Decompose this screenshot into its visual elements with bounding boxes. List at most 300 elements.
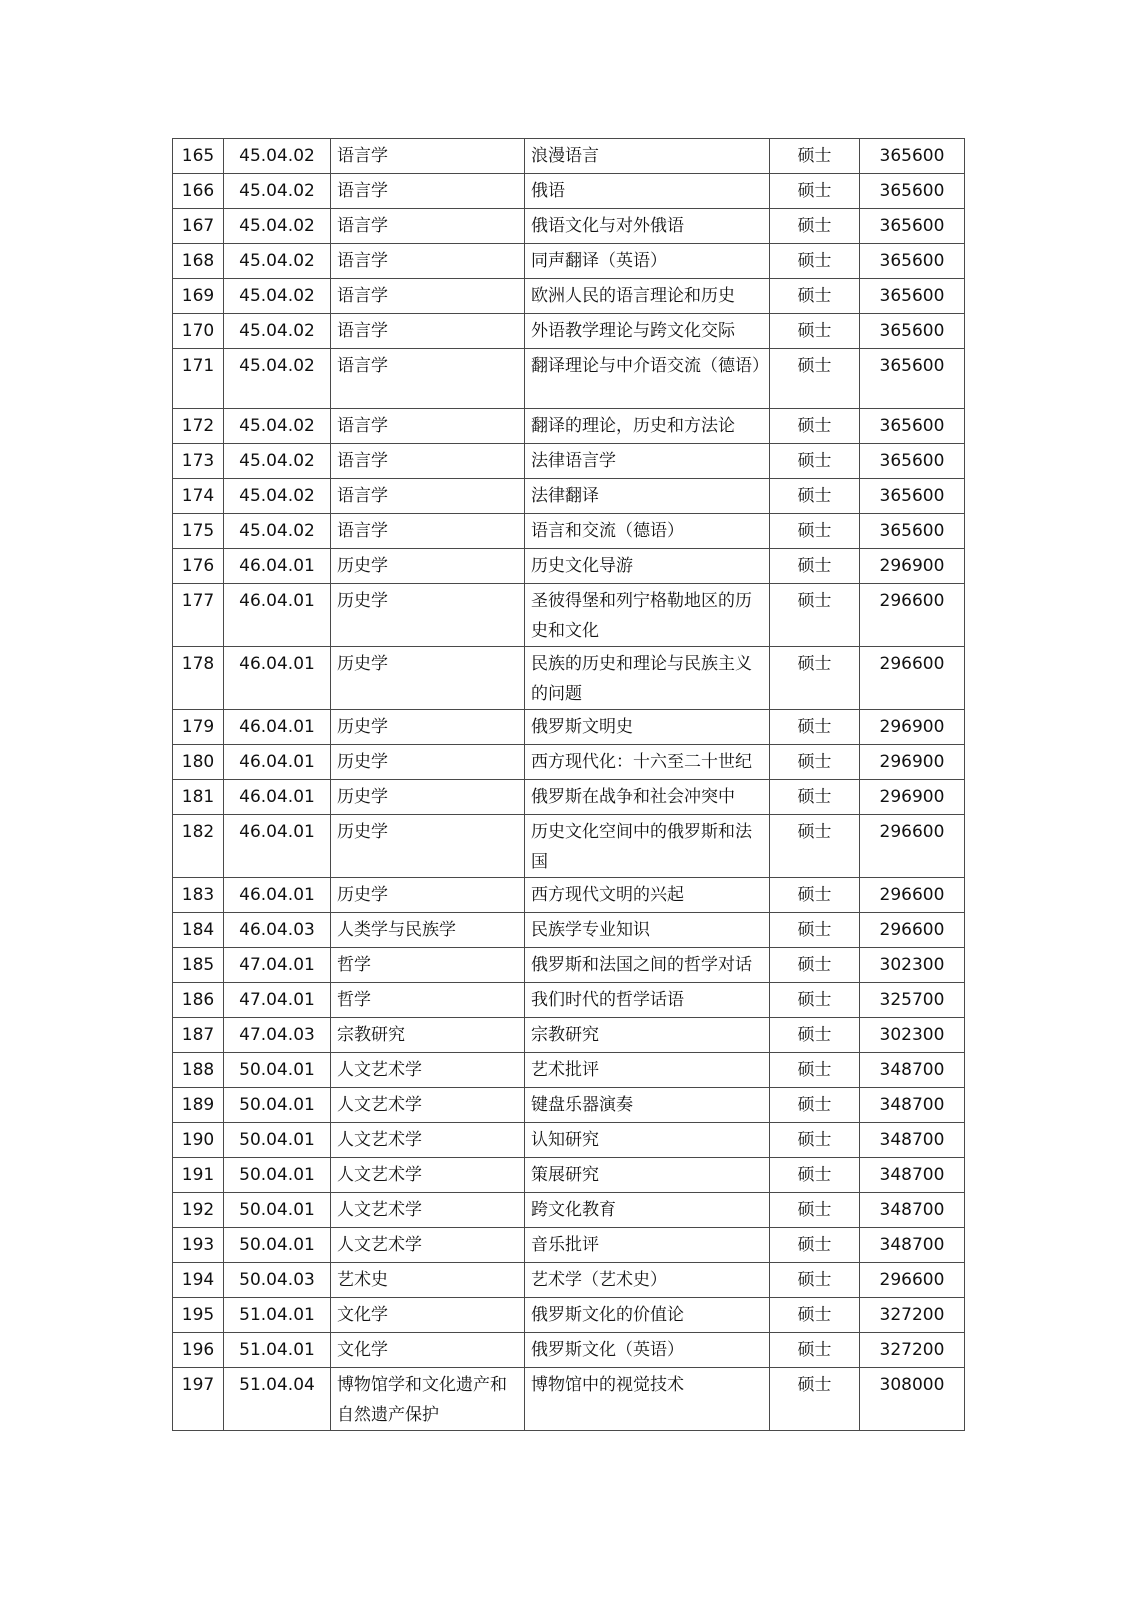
- program-code-cell-text: 46.04.01: [239, 556, 315, 576]
- field-name-cell-text: 人类学与民族学: [337, 920, 456, 940]
- row-number-cell-text: 174: [181, 486, 215, 506]
- program-name-cell-text: 外语教学理论与跨文化交际: [531, 321, 735, 341]
- row-number-cell: [173, 409, 224, 444]
- field-name-cell: [331, 479, 525, 514]
- program-name-cell: [525, 913, 770, 948]
- row-number-cell: [173, 913, 224, 948]
- program-name-cell: [525, 948, 770, 983]
- row-number-cell-text: 170: [181, 321, 215, 341]
- field-name-cell: [331, 1158, 525, 1193]
- program-name-cell: [525, 209, 770, 244]
- row-number-cell-text: 176: [181, 556, 215, 576]
- degree-cell: [770, 584, 860, 647]
- degree-cell: [770, 279, 860, 314]
- program-code-cell: [224, 349, 331, 409]
- degree-cell-text: 硕士: [797, 1060, 832, 1080]
- program-name-cell: [525, 878, 770, 913]
- tuition-fee-cell-text: 296600: [879, 1270, 945, 1290]
- field-name-cell: [331, 1123, 525, 1158]
- degree-cell: [770, 209, 860, 244]
- degree-cell: [770, 1053, 860, 1088]
- program-name-cell: [525, 1123, 770, 1158]
- program-name-cell-text: 博物馆中的视觉技术: [531, 1375, 684, 1395]
- program-code-cell-text: 50.04.01: [239, 1200, 315, 1220]
- tuition-fee-cell-text: 296900: [879, 717, 945, 737]
- field-name-cell-text: 语言学: [337, 416, 388, 436]
- field-name-cell-text: 语言学: [337, 321, 388, 341]
- program-name-cell: [525, 1263, 770, 1298]
- program-name-cell: [525, 1018, 770, 1053]
- program-name-cell-text: 圣彼得堡和列宁格勒地区的历史和文化: [531, 591, 752, 641]
- row-number-cell-text: 181: [181, 787, 215, 807]
- tuition-fee-cell-text: 365600: [879, 286, 945, 306]
- row-number-cell-text: 193: [181, 1235, 215, 1255]
- table-row: [173, 314, 965, 349]
- field-name-cell: [331, 1018, 525, 1053]
- tuition-fee-cell-text: 302300: [879, 1025, 945, 1045]
- degree-cell: [770, 1263, 860, 1298]
- table-row: [173, 1263, 965, 1298]
- degree-cell: [770, 174, 860, 209]
- program-code-cell-text: 45.04.02: [239, 451, 315, 471]
- program-code-cell: [224, 1368, 331, 1431]
- degree-cell: [770, 1158, 860, 1193]
- row-number-cell: [173, 1228, 224, 1263]
- program-name-cell: [525, 647, 770, 710]
- program-code-cell: [224, 647, 331, 710]
- degree-cell: [770, 479, 860, 514]
- row-number-cell: [173, 1368, 224, 1431]
- degree-cell-text: 硕士: [797, 1270, 832, 1290]
- program-code-cell: [224, 279, 331, 314]
- program-name-cell: [525, 314, 770, 349]
- row-number-cell-text: 187: [181, 1025, 215, 1045]
- degree-cell: [770, 409, 860, 444]
- tuition-fee-cell-text: 296900: [879, 752, 945, 772]
- field-name-cell: [331, 878, 525, 913]
- program-code-cell-text: 51.04.01: [239, 1305, 315, 1325]
- degree-cell-text: 硕士: [797, 181, 832, 201]
- field-name-cell-text: 历史学: [337, 717, 388, 737]
- degree-cell: [770, 1088, 860, 1123]
- row-number-cell: [173, 209, 224, 244]
- tuition-fee-cell-text: 365600: [879, 486, 945, 506]
- program-code-cell: [224, 174, 331, 209]
- program-name-cell-text: 音乐批评: [531, 1235, 599, 1255]
- program-code-cell: [224, 913, 331, 948]
- degree-cell: [770, 314, 860, 349]
- degree-cell: [770, 1368, 860, 1431]
- program-code-cell-text: 46.04.01: [239, 787, 315, 807]
- degree-cell-text: 硕士: [797, 486, 832, 506]
- row-number-cell-text: 169: [181, 286, 215, 306]
- row-number-cell-text: 177: [181, 591, 215, 611]
- degree-cell: [770, 983, 860, 1018]
- program-code-cell: [224, 1263, 331, 1298]
- tuition-fee-cell: [860, 647, 965, 710]
- field-name-cell: [331, 1193, 525, 1228]
- tuition-fee-cell-text: 296600: [879, 885, 945, 905]
- degree-cell: [770, 780, 860, 815]
- field-name-cell-text: 语言学: [337, 251, 388, 271]
- row-number-cell: [173, 1298, 224, 1333]
- tuition-fee-cell: [860, 745, 965, 780]
- row-number-cell-text: 184: [181, 920, 215, 940]
- table-row: [173, 1298, 965, 1333]
- field-name-cell: [331, 174, 525, 209]
- program-name-cell: [525, 1333, 770, 1368]
- tuition-fee-cell: [860, 549, 965, 584]
- field-name-cell-text: 艺术史: [337, 1270, 388, 1290]
- field-name-cell: [331, 1053, 525, 1088]
- tuition-fee-cell: [860, 174, 965, 209]
- program-name-cell: [525, 710, 770, 745]
- row-number-cell-text: 196: [181, 1340, 215, 1360]
- row-number-cell-text: 189: [181, 1095, 215, 1115]
- tuition-fee-cell: [860, 514, 965, 549]
- field-name-cell: [331, 1368, 525, 1431]
- tuition-fee-cell: [860, 1018, 965, 1053]
- degree-cell: [770, 1228, 860, 1263]
- field-name-cell: [331, 1263, 525, 1298]
- tuition-fee-cell: [860, 913, 965, 948]
- tuition-fee-cell: [860, 1228, 965, 1263]
- program-code-cell: [224, 878, 331, 913]
- program-code-cell-text: 50.04.01: [239, 1130, 315, 1150]
- tuition-fee-cell-text: 327200: [879, 1305, 945, 1325]
- program-name-cell: [525, 1088, 770, 1123]
- row-number-cell-text: 175: [181, 521, 215, 541]
- program-name-cell-text: 俄语: [531, 181, 565, 201]
- table-row: [173, 913, 965, 948]
- program-code-cell: [224, 314, 331, 349]
- field-name-cell-text: 语言学: [337, 286, 388, 306]
- row-number-cell-text: 172: [181, 416, 215, 436]
- program-code-cell-text: 50.04.01: [239, 1095, 315, 1115]
- table-row: [173, 1333, 965, 1368]
- tuition-fee-cell-text: 327200: [879, 1340, 945, 1360]
- tuition-fee-cell: [860, 1263, 965, 1298]
- row-number-cell: [173, 745, 224, 780]
- program-code-cell-text: 45.04.02: [239, 321, 315, 341]
- row-number-cell-text: 195: [181, 1305, 215, 1325]
- tuition-fee-cell: [860, 279, 965, 314]
- table-row: [173, 279, 965, 314]
- field-name-cell: [331, 444, 525, 479]
- degree-cell-text: 硕士: [797, 717, 832, 737]
- degree-cell-text: 硕士: [797, 1340, 832, 1360]
- program-name-cell-text: 浪漫语言: [531, 146, 599, 166]
- degree-cell-text: 硕士: [797, 146, 832, 166]
- tuition-fee-cell: [860, 1053, 965, 1088]
- field-name-cell-text: 博物馆学和文化遗产和自然遗产保护: [337, 1375, 507, 1425]
- tuition-fee-cell: [860, 314, 965, 349]
- degree-cell: [770, 913, 860, 948]
- program-code-cell: [224, 710, 331, 745]
- tuition-fee-cell-text: 365600: [879, 216, 945, 236]
- program-name-cell-text: 民族学专业知识: [531, 920, 650, 940]
- tuition-fee-cell: [860, 479, 965, 514]
- row-number-cell-text: 194: [181, 1270, 215, 1290]
- program-code-cell: [224, 1193, 331, 1228]
- program-name-cell: [525, 514, 770, 549]
- tuition-fee-cell-text: 365600: [879, 321, 945, 341]
- program-name-cell: [525, 139, 770, 174]
- program-code-cell: [224, 1158, 331, 1193]
- program-name-cell: [525, 444, 770, 479]
- field-name-cell: [331, 139, 525, 174]
- program-code-cell-text: 45.04.02: [239, 146, 315, 166]
- row-number-cell-text: 178: [181, 654, 215, 674]
- program-name-cell-text: 俄罗斯文化的价值论: [531, 1305, 684, 1325]
- tuition-fee-cell: [860, 1158, 965, 1193]
- degree-cell-text: 硕士: [797, 251, 832, 271]
- program-name-cell-text: 俄罗斯文明史: [531, 717, 633, 737]
- row-number-cell: [173, 878, 224, 913]
- degree-cell: [770, 948, 860, 983]
- program-code-cell-text: 50.04.01: [239, 1235, 315, 1255]
- table-row: [173, 780, 965, 815]
- table-row: [173, 209, 965, 244]
- table-row: [173, 948, 965, 983]
- tuition-fee-cell: [860, 209, 965, 244]
- field-name-cell-text: 人文艺术学: [337, 1165, 422, 1185]
- row-number-cell: [173, 1123, 224, 1158]
- row-number-cell-text: 165: [181, 146, 215, 166]
- program-name-cell-text: 同声翻译（英语）: [531, 251, 667, 271]
- field-name-cell-text: 历史学: [337, 654, 388, 674]
- program-code-cell-text: 45.04.02: [239, 286, 315, 306]
- row-number-cell: [173, 1158, 224, 1193]
- program-code-cell: [224, 584, 331, 647]
- field-name-cell: [331, 1088, 525, 1123]
- field-name-cell-text: 语言学: [337, 216, 388, 236]
- program-code-cell-text: 46.04.01: [239, 752, 315, 772]
- table-row: [173, 1018, 965, 1053]
- row-number-cell: [173, 1333, 224, 1368]
- program-code-cell: [224, 983, 331, 1018]
- table-row: [173, 878, 965, 913]
- row-number-cell-text: 186: [181, 990, 215, 1010]
- program-code-cell: [224, 479, 331, 514]
- program-name-cell-text: 翻译的理论，历史和方法论: [531, 416, 735, 436]
- tuition-fee-cell: [860, 244, 965, 279]
- program-code-cell: [224, 514, 331, 549]
- degree-cell-text: 硕士: [797, 955, 832, 975]
- tuition-fee-cell-text: 348700: [879, 1095, 945, 1115]
- field-name-cell-text: 语言学: [337, 486, 388, 506]
- field-name-cell-text: 语言学: [337, 451, 388, 471]
- table-row: [173, 1053, 965, 1088]
- field-name-cell: [331, 549, 525, 584]
- field-name-cell: [331, 409, 525, 444]
- table-row: [173, 1368, 965, 1431]
- degree-cell: [770, 745, 860, 780]
- degree-cell-text: 硕士: [797, 216, 832, 236]
- tuition-fee-cell: [860, 710, 965, 745]
- program-name-cell-text: 策展研究: [531, 1165, 599, 1185]
- program-name-cell-text: 俄罗斯和法国之间的哲学对话: [531, 955, 752, 975]
- field-name-cell: [331, 584, 525, 647]
- program-code-cell-text: 45.04.02: [239, 486, 315, 506]
- degree-cell: [770, 244, 860, 279]
- program-code-cell: [224, 1123, 331, 1158]
- tuition-fee-cell-text: 365600: [879, 521, 945, 541]
- degree-cell-text: 硕士: [797, 822, 832, 842]
- field-name-cell: [331, 1298, 525, 1333]
- program-name-cell-text: 艺术学（艺术史）: [531, 1270, 667, 1290]
- row-number-cell: [173, 244, 224, 279]
- program-code-cell-text: 50.04.01: [239, 1165, 315, 1185]
- field-name-cell-text: 语言学: [337, 356, 388, 376]
- field-name-cell-text: 人文艺术学: [337, 1235, 422, 1255]
- row-number-cell: [173, 815, 224, 878]
- tuition-fee-cell-text: 365600: [879, 416, 945, 436]
- program-code-cell: [224, 1333, 331, 1368]
- table-row: [173, 584, 965, 647]
- field-name-cell: [331, 983, 525, 1018]
- programs-table-body: [173, 139, 965, 1431]
- program-name-cell: [525, 409, 770, 444]
- program-name-cell-text: 认知研究: [531, 1130, 599, 1150]
- program-code-cell-text: 45.04.02: [239, 356, 315, 376]
- field-name-cell: [331, 1228, 525, 1263]
- degree-cell-text: 硕士: [797, 1200, 832, 1220]
- field-name-cell: [331, 314, 525, 349]
- row-number-cell: [173, 1018, 224, 1053]
- tuition-fee-cell: [860, 878, 965, 913]
- degree-cell-text: 硕士: [797, 1025, 832, 1045]
- program-name-cell: [525, 780, 770, 815]
- degree-cell-text: 硕士: [797, 521, 832, 541]
- degree-cell: [770, 444, 860, 479]
- tuition-fee-cell-text: 365600: [879, 251, 945, 271]
- row-number-cell: [173, 948, 224, 983]
- degree-cell: [770, 878, 860, 913]
- program-name-cell-text: 键盘乐器演奏: [531, 1095, 633, 1115]
- program-name-cell: [525, 745, 770, 780]
- row-number-cell-text: 171: [181, 356, 215, 376]
- program-code-cell: [224, 444, 331, 479]
- program-name-cell-text: 法律翻译: [531, 486, 599, 506]
- table-row: [173, 444, 965, 479]
- table-row: [173, 1228, 965, 1263]
- program-name-cell-text: 西方现代化：十六至二十世纪: [531, 752, 752, 772]
- table-row: [173, 983, 965, 1018]
- degree-cell-text: 硕士: [797, 1130, 832, 1150]
- degree-cell-text: 硕士: [797, 1375, 832, 1395]
- tuition-fee-cell-text: 348700: [879, 1235, 945, 1255]
- row-number-cell: [173, 1193, 224, 1228]
- program-name-cell-text: 历史文化导游: [531, 556, 633, 576]
- program-name-cell-text: 民族的历史和理论与民族主义的问题: [531, 654, 752, 704]
- program-name-cell-text: 俄罗斯在战争和社会冲突中: [531, 787, 735, 807]
- row-number-cell: [173, 647, 224, 710]
- program-code-cell-text: 46.04.01: [239, 654, 315, 674]
- field-name-cell-text: 文化学: [337, 1340, 388, 1360]
- row-number-cell-text: 188: [181, 1060, 215, 1080]
- degree-cell: [770, 349, 860, 409]
- row-number-cell: [173, 174, 224, 209]
- program-code-cell-text: 47.04.03: [239, 1025, 315, 1045]
- program-name-cell-text: 俄语文化与对外俄语: [531, 216, 684, 236]
- program-code-cell-text: 46.04.01: [239, 717, 315, 737]
- table-row: [173, 710, 965, 745]
- field-name-cell: [331, 913, 525, 948]
- tuition-fee-cell: [860, 780, 965, 815]
- program-name-cell: [525, 815, 770, 878]
- row-number-cell: [173, 139, 224, 174]
- field-name-cell-text: 历史学: [337, 787, 388, 807]
- degree-cell-text: 硕士: [797, 752, 832, 772]
- table-row: [173, 139, 965, 174]
- tuition-fee-cell: [860, 815, 965, 878]
- tuition-fee-cell: [860, 948, 965, 983]
- degree-cell-text: 硕士: [797, 556, 832, 576]
- tuition-fee-cell: [860, 1088, 965, 1123]
- row-number-cell-text: 182: [181, 822, 215, 842]
- table-row: [173, 514, 965, 549]
- program-name-cell: [525, 1228, 770, 1263]
- tuition-fee-cell-text: 296900: [879, 556, 945, 576]
- degree-cell-text: 硕士: [797, 286, 832, 306]
- degree-cell-text: 硕士: [797, 451, 832, 471]
- row-number-cell: [173, 584, 224, 647]
- field-name-cell: [331, 948, 525, 983]
- field-name-cell-text: 历史学: [337, 885, 388, 905]
- program-name-cell: [525, 174, 770, 209]
- program-code-cell: [224, 745, 331, 780]
- tuition-fee-cell-text: 296600: [879, 591, 945, 611]
- degree-cell-text: 硕士: [797, 1165, 832, 1185]
- tuition-fee-cell-text: 308000: [879, 1375, 945, 1395]
- program-code-cell-text: 51.04.01: [239, 1340, 315, 1360]
- field-name-cell-text: 历史学: [337, 591, 388, 611]
- tuition-fee-cell-text: 365600: [879, 146, 945, 166]
- field-name-cell: [331, 209, 525, 244]
- degree-cell-text: 硕士: [797, 321, 832, 341]
- program-code-cell-text: 50.04.01: [239, 1060, 315, 1080]
- field-name-cell: [331, 514, 525, 549]
- program-code-cell: [224, 549, 331, 584]
- table-row: [173, 1158, 965, 1193]
- program-code-cell: [224, 409, 331, 444]
- tuition-fee-cell: [860, 444, 965, 479]
- program-code-cell-text: 46.04.01: [239, 885, 315, 905]
- field-name-cell-text: 历史学: [337, 752, 388, 772]
- program-code-cell-text: 45.04.02: [239, 181, 315, 201]
- program-code-cell-text: 47.04.01: [239, 955, 315, 975]
- tuition-fee-cell-text: 302300: [879, 955, 945, 975]
- tuition-fee-cell: [860, 1123, 965, 1158]
- field-name-cell: [331, 1333, 525, 1368]
- degree-cell: [770, 1298, 860, 1333]
- degree-cell-text: 硕士: [797, 591, 832, 611]
- table-row: [173, 479, 965, 514]
- program-name-cell-text: 历史文化空间中的俄罗斯和法国: [531, 822, 752, 872]
- field-name-cell-text: 人文艺术学: [337, 1130, 422, 1150]
- program-name-cell: [525, 1298, 770, 1333]
- row-number-cell-text: 185: [181, 955, 215, 975]
- field-name-cell: [331, 279, 525, 314]
- program-name-cell-text: 宗教研究: [531, 1025, 599, 1045]
- table-row: [173, 745, 965, 780]
- field-name-cell: [331, 710, 525, 745]
- tuition-fee-cell: [860, 1298, 965, 1333]
- row-number-cell-text: 192: [181, 1200, 215, 1220]
- program-code-cell-text: 45.04.02: [239, 416, 315, 436]
- tuition-fee-cell-text: 365600: [879, 451, 945, 471]
